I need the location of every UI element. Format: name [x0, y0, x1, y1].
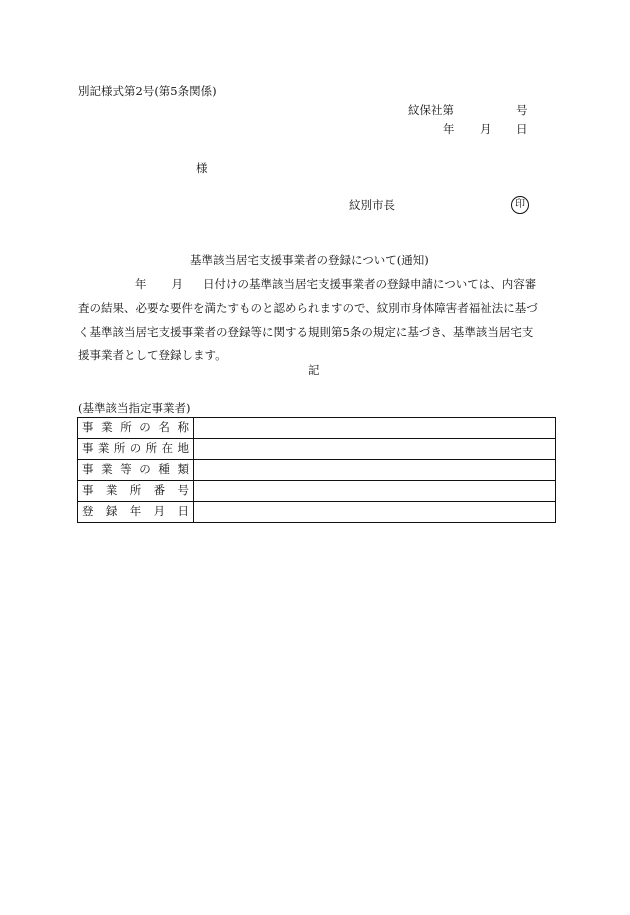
- row-label: 事業所の所在地: [82, 441, 189, 456]
- form-identifier: 別記様式第2号(第5条関係): [78, 84, 217, 98]
- table-row: [78, 418, 556, 439]
- row-value-cell: [194, 502, 556, 523]
- body-text-line-1: [78, 279, 552, 291]
- body-text-line-3: く基準該当居宅支援事業者の登録等に関する規則第5条の規定に基づき、基準該当居宅支: [78, 325, 534, 339]
- row-label-cell: [78, 439, 194, 460]
- registration-table: [77, 417, 556, 523]
- row-label: 事業等の種類: [82, 462, 189, 477]
- body-text-line-2: 査の結果、必要な要件を満たすものと認められますので、紋別市身体障害者福祉法に基づ: [78, 301, 538, 315]
- row-label: 事業所の名称: [82, 420, 189, 435]
- table-row: [78, 439, 556, 460]
- row-value-cell: [194, 418, 556, 439]
- sender-name: 紋別市長: [349, 198, 395, 212]
- document-number-prefix: 紋保社第: [408, 103, 454, 117]
- seal-icon: 印: [511, 196, 529, 214]
- table-caption: (基準該当指定事業者): [78, 401, 191, 415]
- ki-heading: 記: [308, 363, 320, 377]
- row-label: 事業所番号: [82, 483, 189, 498]
- table-row: [78, 481, 556, 502]
- row-label: 登録年月日: [82, 504, 189, 519]
- row-value-cell: [194, 439, 556, 460]
- body-year-label: 年: [135, 277, 147, 291]
- table-row: [78, 502, 556, 523]
- date-year-label: 年: [443, 122, 455, 136]
- table-row: [78, 460, 556, 481]
- body-month-label: 月: [171, 277, 183, 291]
- notice-title: 基準該当居宅支援事業者の登録について(通知): [190, 253, 429, 267]
- row-label-cell: [78, 481, 194, 502]
- date-day-label: 日: [516, 122, 528, 136]
- document-number-suffix: 号: [516, 103, 528, 117]
- addressee-honorific: 様: [196, 161, 208, 175]
- row-label-cell: [78, 460, 194, 481]
- row-label-cell: [78, 418, 194, 439]
- row-value-cell: [194, 460, 556, 481]
- row-value-cell: [194, 481, 556, 502]
- body-line-1-text: 日付けの基準該当居宅支援事業者の登録申請については、内容審: [203, 277, 537, 291]
- date-month-label: 月: [480, 122, 492, 136]
- body-text-line-4: 援事業者として登録します。: [78, 348, 227, 362]
- row-label-cell: [78, 502, 194, 523]
